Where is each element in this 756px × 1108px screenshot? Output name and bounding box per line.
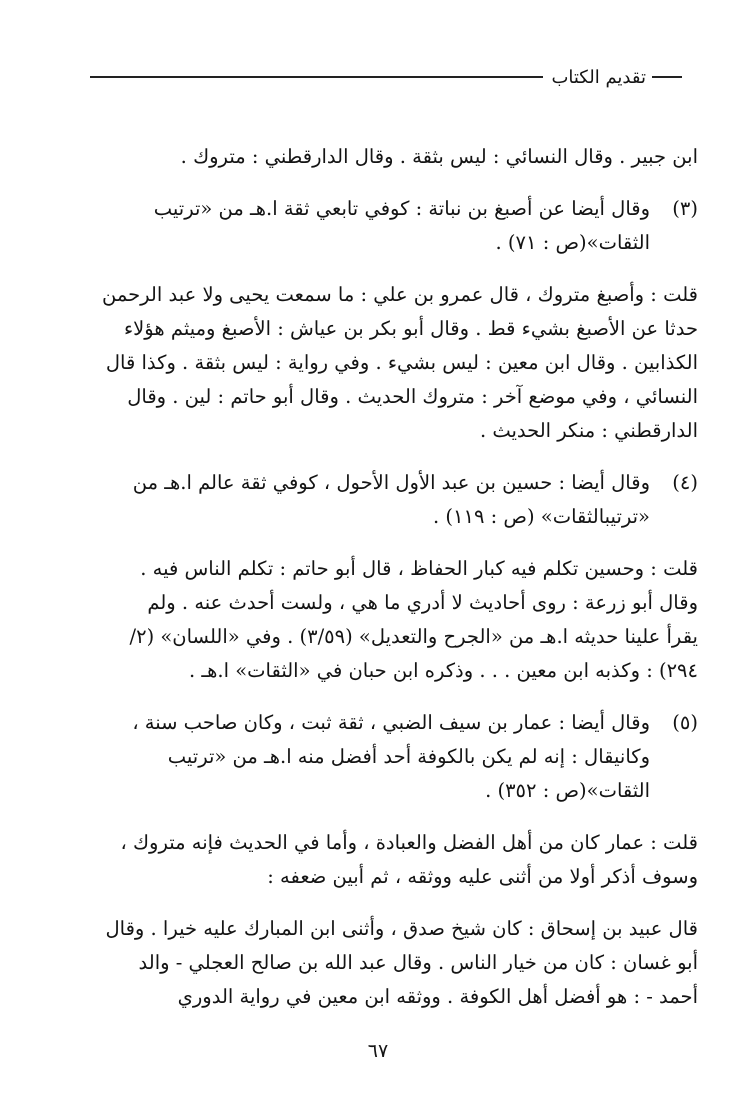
page-number: ٦٧ [367,1040,389,1062]
page-body [92,140,698,1022]
text-line: قلت : وحسين تكلم فيه كبار الحفاظ ، قال أبو حاتم : تكلم الناس فيه . [140,557,698,580]
text-line: قال عبيد بن إسحاق : كان شيخ صدق ، وأثنى ابن المبارك عليه خيرا . وقال [105,917,698,940]
paragraph-gap [92,182,698,192]
entry-text [92,192,650,260]
text-line: ٢٩٤) : وكذبه ابن معين . . . وذكره ابن حبان في «الثقات» ا.هـ . [189,659,698,682]
text-line: يقرأ علينا حديثه ا.هـ من «الجرح والتعديل» (٣/٥٩) . وفي «اللسان» (٢/ [129,625,698,648]
text-line: يقال : إنه لم يكن بالكوفة أحد أفضل منه ا.هـ من «ترتيب الثقات» [167,745,650,802]
paragraph [92,912,698,1014]
paragraph-gap [92,542,698,552]
paragraph-gap [92,902,698,912]
text-line: وقال أبو زرعة : روى أحاديث لا أدري ما هي ، ولست أحدث عنه . ولم [147,591,698,614]
text-line: وقال أيضا : حسين بن عبد الأول الأحول ، كوفي ثقة عالم ا.هـ من «ترتيب [132,471,650,528]
paragraph [92,278,698,448]
header-title: تقديم الكتاب [551,66,646,88]
numbered-entry [92,466,698,534]
text-line: (ص : ٣٥٢) . [485,779,587,802]
text-line: الثقات» (ص : ١١٩) . [433,505,605,528]
text-line: قلت : عمار كان من أهل الفضل والعبادة ، وأما في الحديث فإنه متروك ، [120,831,698,854]
text-line: ابن جبير . وقال النسائي : ليس بثقة . وقال الدارقطني : متروك . [180,145,698,168]
entry-number: (٥) [672,711,698,734]
text-line: أحمد - : هو أفضل أهل الكوفة . ووثقه ابن معين في رواية الدوري [177,985,698,1008]
text-line: قلت : وأصبغ متروك ، قال عمرو بن علي : ما سمعت يحيى ولا عبد الرحمن [102,283,698,306]
entry-text [92,706,650,808]
numbered-entry [92,192,698,260]
paragraph [92,140,698,174]
text-line: أبو غسان : كان من خيار الناس . وقال عبد الله بن صالح العجلي - والد [138,951,698,974]
paragraph-gap [92,816,698,826]
text-line: حدثا عن الأصبغ بشيء قط . وقال أبو بكر بن عياش : الأصبغ وميثم هؤلاء [124,317,698,340]
paragraph-gap [92,268,698,278]
entry-number: (٤) [672,471,698,494]
numbered-entry [92,706,698,808]
text-line: الدارقطني : منكر الحديث . [479,419,698,442]
text-line: وقال أيضا عن أصبغ بن نباتة : كوفي تابعي ثقة ا.هـ من «ترتيب الثقات» [153,197,650,254]
header-rule [90,76,543,78]
text-line: وقال أيضا : عمار بن سيف الضبي ، ثقة ثبت ، وكان صاحب سنة ، وكان [132,711,650,768]
running-header [90,64,682,90]
header-dash [652,76,682,78]
text-line: الكذابين . وقال ابن معين : ليس بشيء . وفي رواية : ليس بثقة . وكذا قال [105,351,698,374]
entry-text [92,466,650,534]
paragraph-gap [92,456,698,466]
entry-number: (٣) [672,197,698,220]
paragraph-gap [92,696,698,706]
paragraph [92,552,698,688]
text-line: وسوف أذكر أولا من أثنى عليه ووثقه ، ثم أبين ضعفه : [267,865,698,888]
text-line: النسائي ، وفي موضع آخر : متروك الحديث . وقال أبو حاتم : لين . وقال [127,385,698,408]
paragraph [92,826,698,894]
text-line: (ص : ٧١) . [495,231,587,254]
